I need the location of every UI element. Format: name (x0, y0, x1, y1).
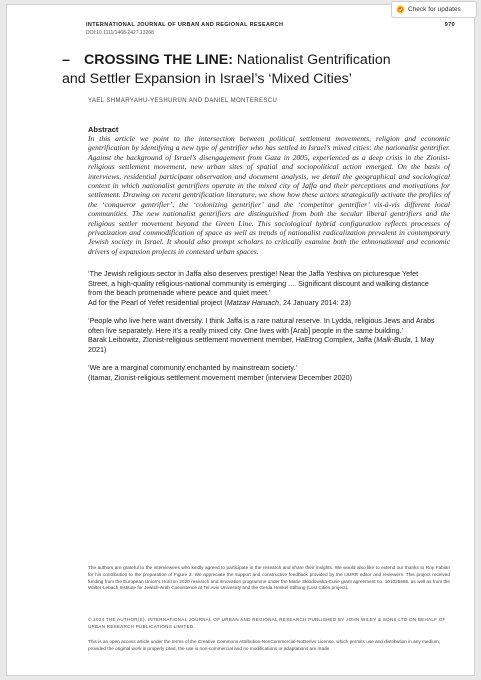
journal-name: INTERNATIONAL JOURNAL OF URBAN AND REGIONAL RESEARCH (86, 22, 284, 28)
quote-2 (88, 316, 438, 354)
quote-source: Ad for the Pearl of Yefet residential project (Matzav Haruach, 24 January 2014: 23) (88, 297, 351, 307)
copyright-notice: © 2024 THE AUTHOR(S). INTERNATIONAL JOURNAL OF URBAN AND REGIONAL RESEARCH PUBLISHED BY JOHN WILEY & SONS LTD ON BEHALF OF URBAN RESEARCH PUBLICATIONS LIMITED. (88, 617, 446, 629)
quote-3 (88, 363, 438, 382)
doi-link[interactable]: DOI:10.1111/1468-2427.13268 (86, 30, 154, 36)
article-title (62, 51, 452, 88)
check-for-updates-label: Check for updates (408, 6, 461, 13)
update-check-icon (396, 5, 405, 14)
quote-text: ‘People who live here want diversity. I think Jaffa is a rare natural reserve. In Lydda, religious Jews and Arabs often live separately. Here it’s a really mixed city. One lives with [Arab] people in the same building.’ (88, 316, 435, 335)
author-list: YAEL SHMARYAHU-YESHURUN AND DANIEL MONTERESCU (88, 98, 278, 104)
running-head (86, 22, 455, 28)
page-number: 970 (444, 22, 455, 28)
check-for-updates-button[interactable] (391, 1, 477, 18)
quote-source: (Itamar, Zionist-religious settlement movement member (interview December 2020) (88, 372, 353, 382)
quote-source: Barak Leibowitz, Zionist-religious settlement movement member, HaEtrog Complex, Jaffa (Malk-Buda, 1 May 2021) (88, 335, 435, 354)
title-dash: – (62, 52, 70, 68)
quote-text: ‘We are a marginal community enchanted by mainstream society.’ (88, 363, 298, 372)
title-kicker: CROSSING THE LINE: (84, 52, 233, 68)
quote-text: ‘The Jewish religious sector in Jaffa also deserves prestige! Near the Jaffa Yeshiva on picturesque Yefet Street, a high-quality religious-national community is emerging .... Significant discount and walking distance from the beach promenade where peace and quiet meet.’ (88, 269, 429, 297)
quote-1 (88, 269, 438, 307)
abstract-heading: Abstract (88, 125, 119, 134)
abstract-text: In this article we point to the intersection between political settlement movements, religion and economic gentrification by identifying a new type of gentrifier who has settled in Israel’s mixed cities: the nationalist gentrifier. Against the background of Israel’s disengagement from Gaza in 2005, experienced as a deep crisis in the Zionist-religious settlement movement, new urban sites of spatial and sociopolitical action emerged. On the basis of interviews, residential participant observation and document analysis, we detail the geographical and sociological context in which nationalist gentrifiers operate in the mixed city of Jaffa and their perceptions and motivations for settlement. Drawing on recent gentrification literature, we show how these actors strategically activate the profiles of the ‘conqueror gentrifier’, the ‘colonizing gentrifier’ and the ‘competitor gentrifier’ vis-à-vis different local communities. The new nationalist gentrifiers are distinguished from both the secular liberal gentrifiers and the religious settler movement beyond the Green Line. This sociological hybrid configuration reflects processes of privatization and commodification of space as well as trends of nationalist radicalization prevalent in contemporary Jewish society in Israel. It should also prompt scholars to critically examine both the ethnonational and economic drivers of expansion projects in contested urban spaces. (88, 134, 450, 256)
license-notice: This is an open access article under the terms of the Creative Commons Attribution-NonCommercial-NoDerivs License, which permits use and distribution in any medium, provided the original work is properly cited, the use is non-commercial and no modifications or adaptations are made. (88, 639, 440, 651)
title-line2: and Settler Expansion in Israel’s ‘Mixed Cities’ (62, 71, 352, 87)
title-line1: Nationalist Gentrification (232, 52, 391, 68)
epigraph-quotes (88, 269, 438, 391)
acknowledgements-footnote: The authors are grateful to the interviewees who kindly agreed to participate in the research and share their insights. We would also like to extend our thanks to Roy Fabian for his contribution to the preparation of Figure 2. We appreciate the support and constructive feedback provided by the IJURR editor and reviewers. This project received funding from the European Union’s Horizon 2020 research and innovation programme under the Marie Skłodowska-Curie grant agreement no. 101025665, as well as from the Walter-Lebach Institute for Jewish-Arab Coexistence at Tel Aviv University and the Gerda Henkel Stiftung (Lost Cities project). (88, 565, 450, 591)
